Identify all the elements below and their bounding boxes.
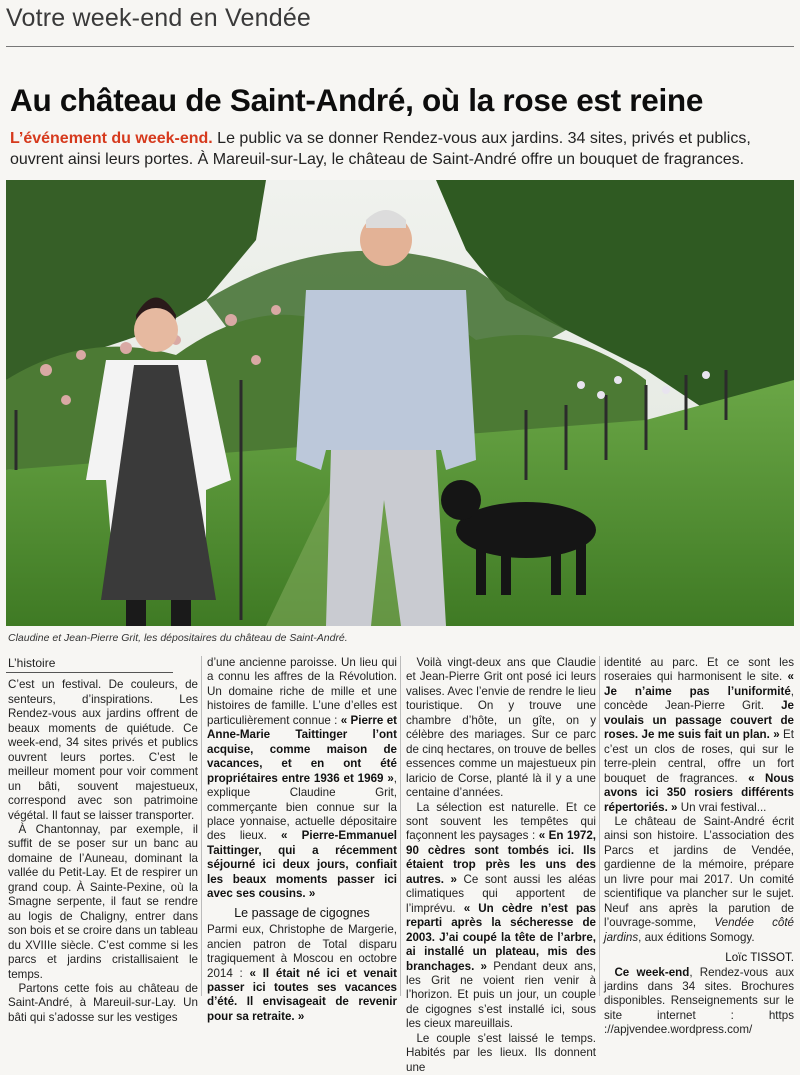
quote: « Pierre-Emmanuel Taittinger, qui a récemment séjourné ici deux jours, confiait les beaux moments passer ici avec ses cousins. »: [207, 829, 397, 901]
quote: « Un cèdre n’est pas reparti après la sécheresse de 2003. J’ai coupé la tête de l’arbre, ai installé un plateau, mis des branchages. »: [406, 901, 596, 973]
paragraph: [604, 966, 794, 1038]
paragraph: [207, 923, 397, 1024]
chapeau: [10, 128, 792, 170]
column-divider: [201, 656, 202, 996]
kicker: L’événement du week-end.: [10, 130, 213, 147]
text: , Rendez-vous aux jardins dans 34 sites. Brochures disponibles. Renseignements sur le site internet : https ://apjvendee.wordpress.com/: [604, 965, 794, 1037]
quote: « Nous avons ici 350 rosiers différents répertoriés. »: [604, 771, 794, 814]
author-signature: Loïc TISSOT.: [725, 951, 794, 965]
article-column-3: [406, 656, 596, 1075]
paragraph: [604, 656, 794, 815]
paragraph: [406, 801, 596, 1032]
column-divider: [400, 656, 401, 996]
quote: Je voulais un passage couvert de roses. Je me suis fait un plan. »: [604, 699, 794, 742]
article-column-1: [8, 656, 198, 1025]
photo-caption: Claudine et Jean-Pierre Grit, les dépositaires du château de Saint-André.: [8, 632, 348, 644]
headline: Au château de Saint-André, où la rose est reine: [10, 82, 704, 118]
info-lead: Ce week-end: [614, 965, 690, 979]
paragraph: Le couple s’est laissé le temps. Habités par les lieux. Ils donnent une: [406, 1031, 596, 1074]
text: Ce sont aussi les aléas climatiques qui apportent de l’imprévu.: [406, 872, 596, 915]
text: Un vrai festival...: [677, 800, 767, 814]
history-label: L’histoire: [6, 656, 173, 673]
text: , concède Jean-Pierre Grit.: [604, 684, 794, 713]
quote: « En 1972, 90 cèdres sont tombés ici. Ils étaient trop près les uns des autres. »: [406, 829, 597, 886]
header-rule: [6, 46, 794, 47]
paragraph: [207, 656, 397, 902]
article-column-4: [604, 656, 794, 1038]
text: Le château de Saint-André écrit ainsi son histoire. L’association des Parcs et jardins de Vendée, gardienne de la mémoire, prépare un livre pour mai 2017. Un comité scientifique va plancher sur le sujet. Neuf ans après la parution de l’ouvrage-somme,: [604, 814, 794, 930]
chapeau-text: Le public va se donner Rendez-vous aux jardins. 34 sites, privés et publics, ouvrent ainsi leurs portes. À Mareuil-sur-Lay, le château de Saint-André offre un bouquet de fragrances.: [10, 130, 751, 168]
text: d’une ancienne paroisse. Un lieu qui a connu les affres de la Révolution. Un domaine riche de mille et une histoires de famille. L’une d’elles est particulièrement connue :: [207, 656, 397, 727]
paragraph: C’est un festival. De couleurs, de senteurs, d’inspirations. Les Rendez-vous aux jardins offrent de beaux moments de quiétude. Ce week-end, 34 sites privés et publics ouvrent leurs portes. C’est le meilleur moment pour voir comment un bâti, souvent majestueux, correspond avec son patrimoine végétal. Il faut se laisser transporter.: [8, 678, 198, 822]
quote: « Je n’aime pas l’uniformité: [604, 670, 794, 698]
quote: « Pierre et Anne-Marie Taittinger l’ont acquise, comme maison de vacances, et en ont été propriétaires entre 1936 et 1969 »: [207, 713, 397, 785]
text: , aux éditions Somogy.: [638, 930, 755, 944]
text: Pendant deux ans, les Grit ne voient rien venir à l’horizon. Et puis un jour, un couple de cigognes s’est installé ici, sous les cieux mareuillais.: [406, 959, 596, 1031]
text: Parmi eux, Christophe de Margerie, ancien patron de Total disparu tragiquement à Moscou en octobre 2014 :: [207, 923, 397, 980]
garden-photo: [6, 180, 794, 626]
text: Et c’est un clos de roses, qui sur le terre-plein central, offre un fort bouquet de fragrances.: [604, 728, 794, 785]
text: identité au parc. Et ce sont les roseraies qui harmonisent le site.: [604, 656, 794, 684]
section-title: Votre week-end en Vendée: [6, 4, 312, 32]
paragraph: À Chantonnay, par exemple, il suffit de se poser sur un banc au domaine de l’Auneau, dominant la vallée du Petit-Lay. Et de respirer un grand coup. À Sainte-Pexine, où la Smagne serpente, il faut se rendre au logis de Chaligny, entrer dans son bois et se croire dans un tableau du XVIIIe siècle. C’est comme si les parcs et jardins cristallisaient le temps.: [8, 822, 198, 981]
quote: « Il était né ici et venait passer ici toutes ses vacances d’été. Il envisageait de revenir pour sa retraite. »: [207, 966, 397, 1023]
text: La sélection est naturelle. Et ce sont souvent les tempêtes qui façonnent les paysages :: [406, 800, 596, 843]
column-divider: [599, 656, 600, 996]
paragraph: Partons cette fois au château de Saint-André, à Mareuil-sur-Lay. Un bâti qui s’adosse sur les vestiges: [8, 981, 198, 1024]
book-title: Vendée côté jardins: [604, 916, 794, 944]
paragraph: Voilà vingt-deux ans que Claudie et Jean-Pierre Grit ont posé ici leurs valises. Avec l’envie de rendre le lieu touristique. On y trouve une chambre d’hôte, un gîte, on y célèbre des mariages. Sur ce parc de cinq hectares, on trouve de belles essences comme un majestueux pin laricio de Corse, planté là il y a une centaine d’années.: [406, 656, 596, 800]
text: , explique Claudine Grit, commerçante bien connue sur la place yonnaise, actuelle dépositaire des lieux.: [207, 771, 397, 843]
paragraph: [604, 815, 794, 945]
subhead: Le passage de cigognes: [234, 905, 370, 920]
article-column-2: [207, 656, 397, 1024]
